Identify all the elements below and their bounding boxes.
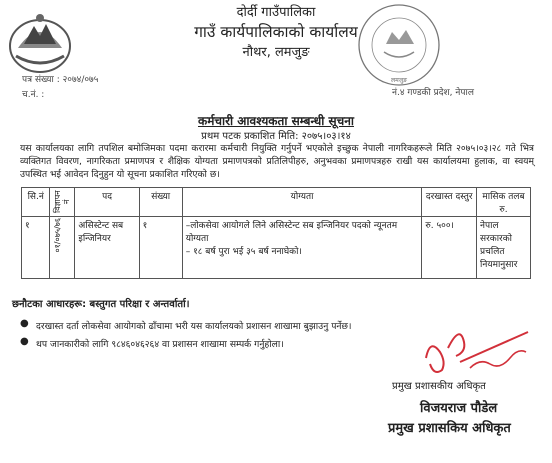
row-qualification	[182, 217, 422, 279]
header-count: संख्या	[139, 188, 182, 217]
row-sn: १	[22, 217, 50, 279]
row-post: असिस्टेन्ट सब इन्जिनियर	[75, 217, 139, 279]
row-count: १	[139, 217, 182, 279]
qualification-line-1: –लोकसेवा आयोगले लिने असिस्टेन्ट सब इन्जिनियर पदको न्यूनतम योग्यता	[185, 221, 398, 244]
signatory-name: विजयराज पौडेल	[420, 401, 498, 416]
notice-body: यस कार्यालयका लागि तपशिल बमोजिमका पदमा करारमा कर्मचारी नियुक्ति गर्नुपर्ने भएकोले इच्छुक नेपाली नागरिकहरूले मिति २०७५।०३।२८ गते भित्र व्यक्तिगत विवरण, नागरिकता प्रमाणपत्र र शैक्षिक योग्यता प्रमाणपत्रको प्रतिलिपीहरु, अनुभवका प्रमाणपत्रहरु राखी यस कार्यालयमा हुलाक, वा स्वयम् उपस्थित भई आवेदन दिनुहुन यो सूचना प्रकाशित गरिएको छ।	[20, 143, 534, 180]
table-header-row	[22, 188, 531, 217]
row-level-text: ०१/०७५/७६	[53, 218, 63, 253]
qualification-line-2: – १८ बर्ष पुरा भई ३५ बर्ष ननाघेको।	[185, 247, 302, 257]
table-row	[22, 217, 531, 279]
office-name: गाउँ कार्यपालिकाको कार्यालय	[194, 23, 358, 41]
bullet-item: थप जानकारीको लागि ९८४६०४६२६४ वा प्रशासन शाखामा सम्पर्क गर्नुहोला।	[36, 339, 284, 350]
row-fee: रु. ५००।	[422, 217, 477, 279]
office-address: नौथर, लमजुङ	[242, 45, 310, 60]
province-line: नं.४ गण्डकी प्रदेश, नेपाल	[392, 88, 474, 98]
dispatch-number: च.नं. :	[22, 90, 45, 100]
municipality-name: दोर्दी गाउँपालिका	[236, 5, 316, 20]
notice-title: कर्मचारी आवश्यकता सम्बन्धी सूचना	[197, 114, 354, 128]
bullet-item: दरखास्त दर्ता लोकसेवा आयोगको ढाँचामा भरी यस कार्यालयको प्रशासन शाखामा बुझाउनु पर्नेछ।	[36, 321, 352, 332]
vacancy-table	[21, 187, 531, 279]
header-fee: दरखास्त दस्तुर	[422, 188, 477, 217]
header-level	[50, 188, 75, 217]
bullet-icon: ●	[20, 318, 29, 329]
row-level	[50, 217, 75, 279]
header-qualification: योग्यता	[182, 188, 422, 217]
header-salary: मासिक तलब रु.	[477, 188, 531, 217]
header-post: पद	[75, 188, 139, 217]
handwritten-signature	[420, 318, 535, 378]
selection-basis: छनौटका आधारहरू: बस्तुगत परिक्षा र अन्तर्वार्ता।	[12, 299, 190, 310]
signatory-designation: प्रमुख प्रशासकिय अधिकृत	[388, 421, 511, 436]
svg-text:लमजुङ: लमजुङ	[391, 77, 407, 84]
row-salary: नेपाल सरकारको प्रचलित नियमानुसार	[477, 217, 531, 279]
signatory-title: प्रमुख प्रशासकीय अधिकृत	[392, 381, 486, 392]
header-level-text: विज्ञापन नं	[53, 190, 72, 214]
notice-subtitle: प्रथम पटक प्रकाशित मिति: २०७५।०३।१४	[201, 131, 351, 142]
bullet-icon: ●	[20, 336, 29, 347]
letter-number: पत्र संख्या : २०७४/०७५	[22, 75, 99, 85]
header-sn: सि.नं	[22, 188, 50, 217]
